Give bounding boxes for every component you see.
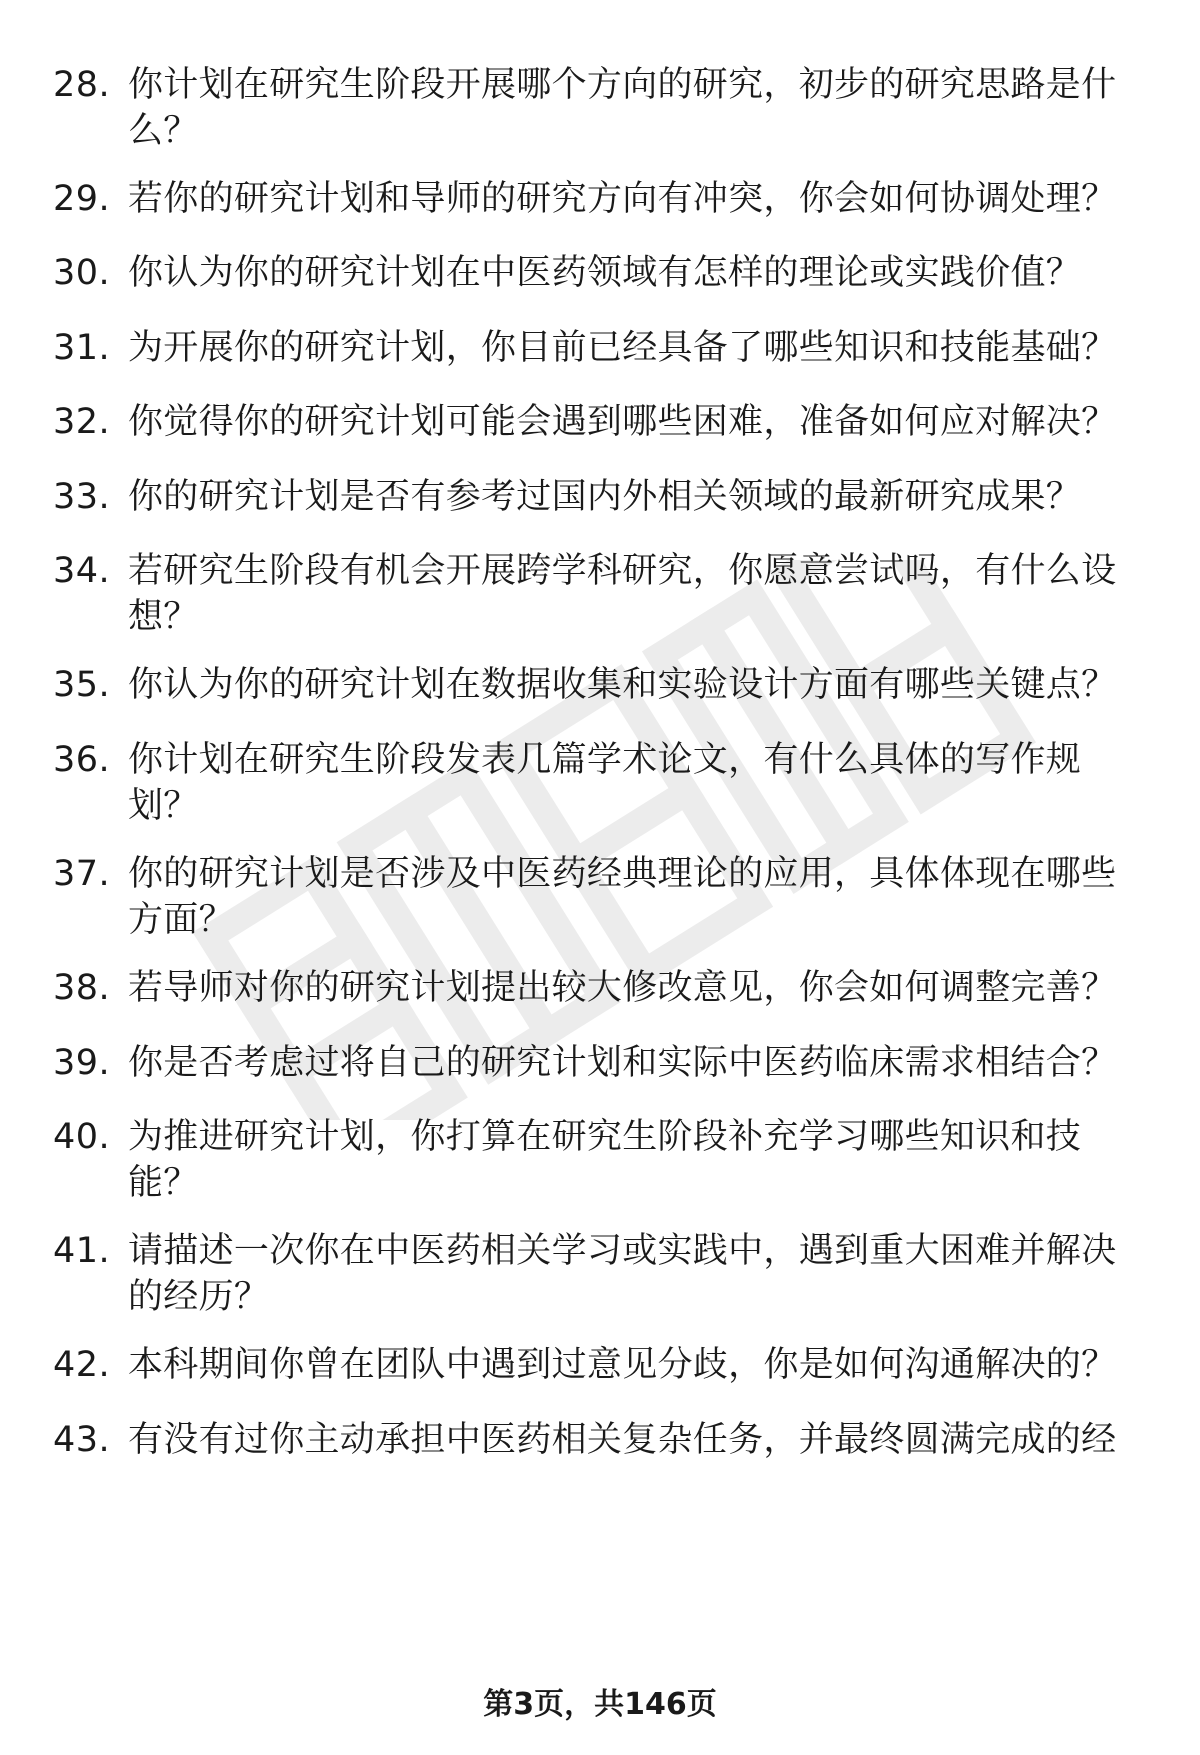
question-text: 你认为你的研究计划在中医药领域有怎样的理论或实践价值？ <box>128 253 1082 293</box>
question-text: 若研究生阶段有机会开展跨学科研究，你愿意尝试吗，有什么设 想？ <box>128 551 1117 637</box>
question-number: 41. <box>53 1231 111 1271</box>
question-text: 你的研究计划是否有参考过国内外相关领域的最新研究成果？ <box>128 477 1082 517</box>
question-number: 38. <box>53 968 111 1008</box>
question-text: 你计划在研究生阶段发表几篇学术论文，有什么具体的写作规 划？ <box>128 740 1082 826</box>
question-text: 若导师对你的研究计划提出较大修改意见，你会如何调整完善？ <box>128 968 1117 1008</box>
watermark-logo <box>180 560 1040 1120</box>
question-number: 29. <box>53 179 111 219</box>
question-number: 37. <box>53 854 111 894</box>
question-number: 40. <box>53 1117 111 1157</box>
question-number: 32. <box>53 402 111 442</box>
question-text: 为推进研究计划，你打算在研究生阶段补充学习哪些知识和技 能？ <box>128 1117 1082 1203</box>
page-number-footer: 第3页，共146页 <box>483 1687 717 1722</box>
question-text: 你觉得你的研究计划可能会遇到哪些困难，准备如何应对解决？ <box>128 402 1117 442</box>
question-text: 为开展你的研究计划，你目前已经具备了哪些知识和技能基础？ <box>128 328 1117 368</box>
question-number: 31. <box>53 328 111 368</box>
question-text: 本科期间你曾在团队中遇到过意见分歧，你是如何沟通解决的？ <box>128 1345 1117 1385</box>
question-text: 你认为你的研究计划在数据收集和实验设计方面有哪些关键点？ <box>128 665 1117 705</box>
question-text: 请描述一次你在中医药相关学习或实践中，遇到重大困难并解决 的经历？ <box>128 1231 1117 1317</box>
question-number: 33. <box>53 477 111 517</box>
question-text: 你是否考虑过将自己的研究计划和实际中医药临床需求相结合？ <box>128 1043 1117 1083</box>
question-text: 你的研究计划是否涉及中医药经典理论的应用，具体体现在哪些 方面？ <box>128 854 1117 940</box>
question-number: 39. <box>53 1043 111 1083</box>
question-number: 43. <box>53 1420 111 1460</box>
question-number: 35. <box>53 665 111 705</box>
question-number: 42. <box>53 1345 111 1385</box>
question-text: 有没有过你主动承担中医药相关复杂任务，并最终圆满完成的经 <box>128 1420 1117 1460</box>
question-number: 34. <box>53 551 111 591</box>
question-number: 30. <box>53 253 111 293</box>
question-number: 28. <box>53 65 111 105</box>
question-number: 36. <box>53 740 111 780</box>
question-text: 你计划在研究生阶段开展哪个方向的研究，初步的研究思路是什 么？ <box>128 65 1117 151</box>
question-text: 若你的研究计划和导师的研究方向有冲突，你会如何协调处理？ <box>128 179 1117 219</box>
